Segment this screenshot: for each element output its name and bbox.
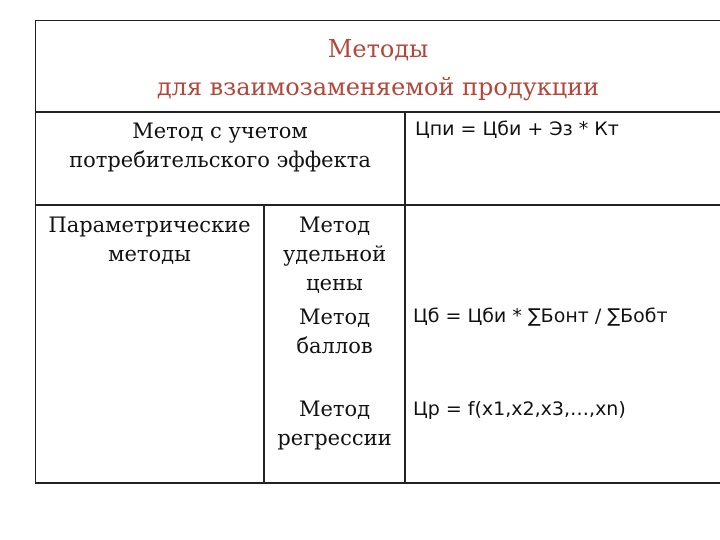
title-line-1: Методы: [327, 34, 429, 63]
points-method-cell: [265, 303, 404, 361]
consumer-effect-method-line-2: потребительского эффекта: [69, 148, 371, 172]
points-line-2: баллов: [296, 334, 373, 358]
unit-price-line-2: удельной: [282, 242, 387, 266]
unit-price-method-cell: [265, 211, 404, 298]
row-divider: [36, 204, 720, 206]
formula-column-divider: [404, 111, 406, 484]
table-title: [36, 24, 720, 111]
regression-line-2: регрессии: [277, 426, 392, 450]
parametric-group-line-2: методы: [108, 242, 191, 266]
title-line-2: для взаимозаменяемой продукции: [156, 72, 600, 101]
consumer-effect-method-line-1: Метод с учетом: [132, 119, 308, 143]
consumer-effect-method-cell: [36, 117, 404, 175]
regression-line-1: Метод: [298, 397, 371, 421]
parametric-group-line-1: Параметрические: [48, 213, 251, 237]
unit-price-line-1: Метод: [298, 213, 371, 237]
regression-formula: Цр = f(x1,x2,x3,…,xn): [413, 398, 626, 420]
parametric-group-cell: [36, 211, 263, 269]
unit-price-line-3: цены: [306, 271, 363, 295]
title-divider: [36, 111, 720, 113]
points-formula: Цб = Цби * ∑Бонт / ∑Бобт: [413, 305, 668, 327]
regression-method-cell: [265, 395, 404, 453]
consumer-effect-formula: Цпи = Цби + Эз * Кт: [415, 118, 619, 140]
points-line-1: Метод: [298, 305, 371, 329]
